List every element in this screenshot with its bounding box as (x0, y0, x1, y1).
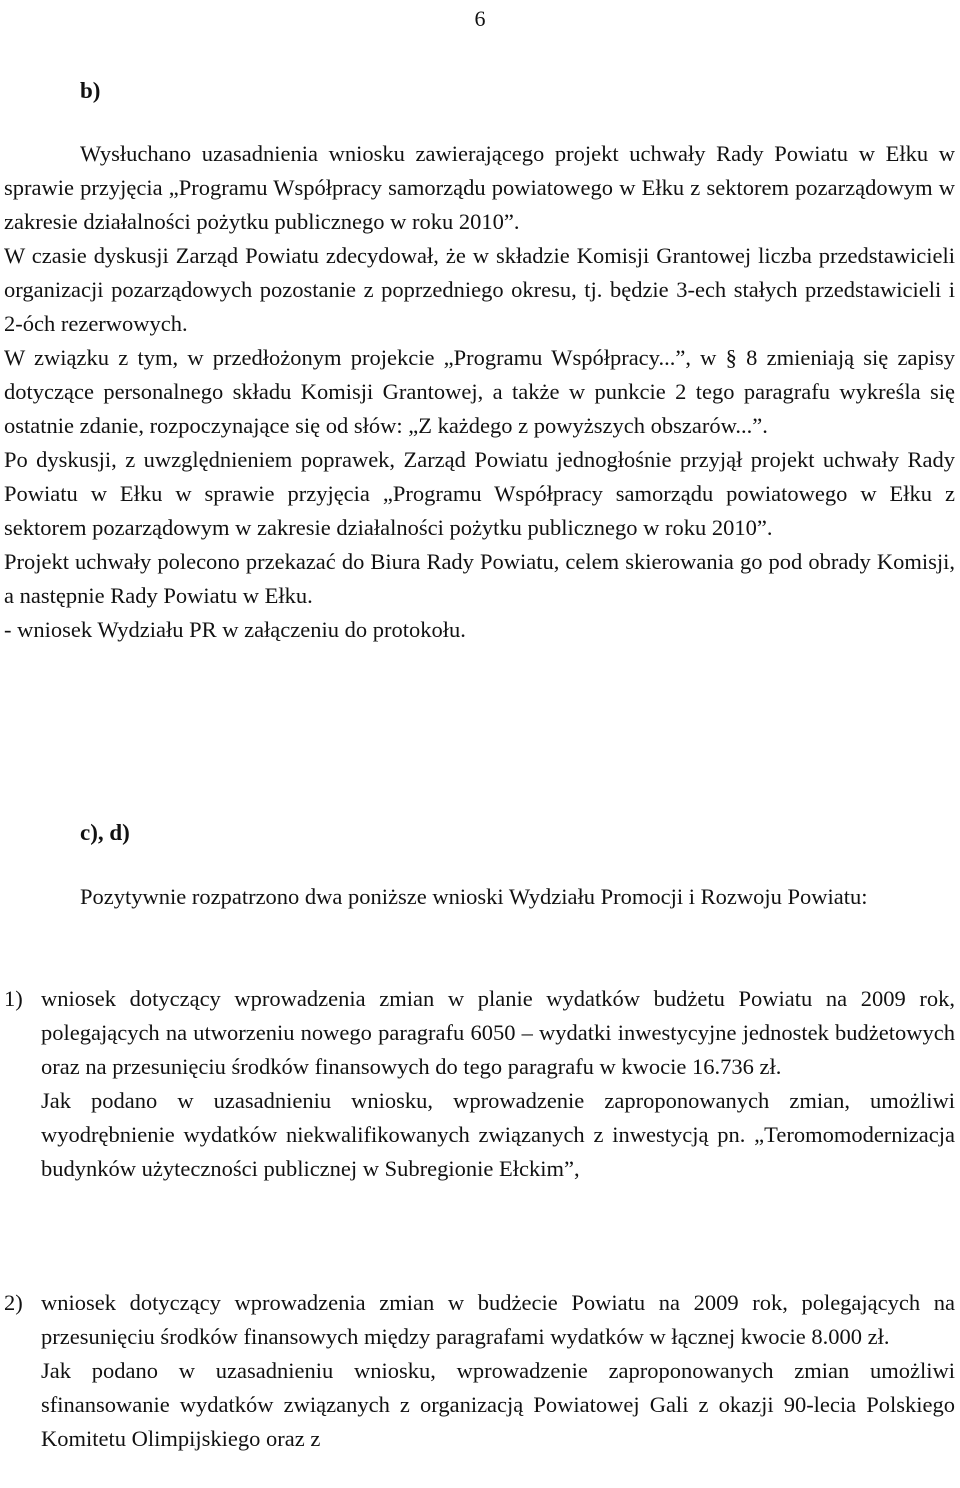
list-item-request: wniosek dotyczący wprowadzenia zmian w budżecie Powiatu na 2009 rok, polegających na przesunięciu środków finansowych między paragrafami wydatków w łącznej kwocie 8.000 zł. (41, 1290, 955, 1349)
list-item-1 (4, 982, 955, 1186)
page-number: 6 (474, 6, 486, 31)
list-item-request: wniosek dotyczący wprowadzenia zmian w planie wydatków budżetu Powiatu na 2009 rok, polegających na utworzeniu nowego paragrafu 6050 – wydatki inwestycyjne jednostek budżetowych oraz na przesunięciu środków finansowych do tego paragrafu w kwocie 16.736 zł. (41, 986, 955, 1079)
paragraph-attachment-note: - wniosek Wydziału PR w załączeniu do protokołu. (4, 617, 466, 642)
section-cd-intro (4, 880, 955, 914)
paragraph-referral: Projekt uchwały polecono przekazać do Biura Rady Powiatu, celem skierowania go pod obrady Komisji, a następnie Rady Powiatu w Ełku. (4, 549, 955, 608)
section-b-heading: b) (80, 78, 101, 103)
paragraph-changes: W związku z tym, w przedłożonym projekcie „Programu Współpracy...”, w § 8 zmieniają się zapisy dotyczące personalnego składu Komisji Grantowej, a także w punkcie 2 tego paragrafu wykreśla się ostatnie zdanie, rozpoczynające się od słów: „Z każdego z powyższych obszarów...”. (4, 345, 955, 438)
paragraph-intro: Pozytywnie rozpatrzono dwa poniższe wnioski Wydziału Promocji i Rozwoju Powiatu: (80, 884, 868, 909)
list-number: 2) (4, 1290, 23, 1315)
list-item-2 (4, 1286, 955, 1456)
list-number: 1) (4, 986, 23, 1011)
list-item-justification: Jak podano w uzasadnieniu wniosku, wprowadzenie zaproponowanych zmian umożliwi sfinansowanie wydatków związanych z organizacją Powiatowej Gali z okazji 90-lecia Polskiego Komitetu Olimpijskiego oraz z (41, 1358, 955, 1451)
section-b-body (4, 137, 955, 647)
section-cd-heading: c), d) (80, 820, 130, 845)
list-item-justification: Jak podano w uzasadnieniu wniosku, wprowadzenie zaproponowanych zmian, umożliwi wyodrębnienie wydatków niekwalifikowanych związanych z inwestycją pn. „Teromomodernizacja budynków użyteczności publicznej w Subregionie Ełckim”, (41, 1088, 955, 1181)
paragraph-adoption: Po dyskusji, z uwzględnieniem poprawek, Zarząd Powiatu jednogłośnie przyjął projekt uchwały Rady Powiatu w Ełku w sprawie przyjęcia „Programu Współpracy samorządu powiatowego w Ełku z sektorem pozarządowym w zakresie działalności pożytku publicznego w roku 2010”. (4, 447, 955, 540)
paragraph-program-intro: Wysłuchano uzasadnienia wniosku zawierającego projekt uchwały Rady Powiatu w Ełku w sprawie przyjęcia „Programu Współpracy samorządu powiatowego w Ełku z sektorem pozarządowym w zakresie działalności pożytku publicznego w roku 2010”. (4, 141, 955, 234)
paragraph-discussion: W czasie dyskusji Zarząd Powiatu zdecydował, że w składzie Komisji Grantowej liczba przedstawicieli organizacji pozarządowych pozostanie z poprzedniego okresu, tj. będzie 3-ech stałych przedstawicieli i 2-óch rezerwowych. (4, 243, 955, 336)
